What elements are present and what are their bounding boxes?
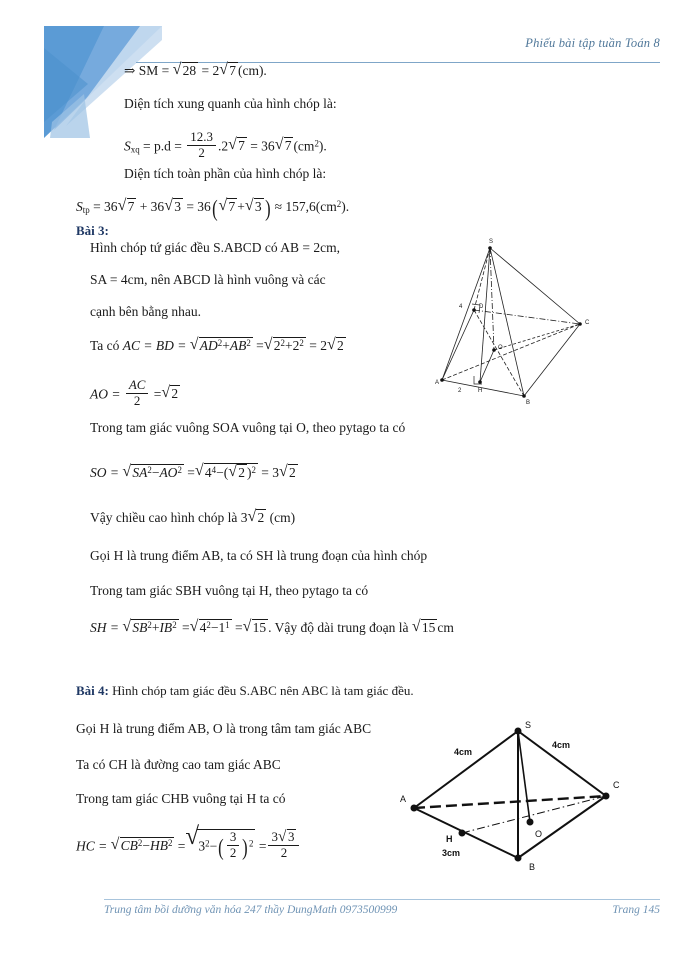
vertex-dot-d	[472, 308, 476, 312]
fig1-label-h: H	[478, 388, 483, 394]
text-sbh-pythagore: Trong tam giác SBH vuông tại H, theo pytago ta có	[90, 583, 369, 598]
vertex-dot-h	[478, 380, 482, 384]
vertex-dot-c	[603, 793, 610, 800]
formula-stp: $S_{tp} = 36$ √ 7 + 36 √ 3 = 36( √ 7 + √ 3 ) ≈ $157,6(cm^2)$.	[76, 196, 349, 222]
vertex-dot-b	[522, 394, 526, 398]
bai3-line-1: Hình chóp tứ giác đều S.ABCD có AB = 2cm,	[90, 240, 341, 255]
fig1-label-a: A	[435, 380, 440, 386]
fig2-label-c: C	[613, 780, 620, 790]
heading-bai-4: Bài 4: Hình chóp tam giác đều S.ABC nên ABC là tam giác đều.	[76, 683, 414, 698]
vertex-dot-b	[515, 855, 522, 862]
vertex-dot-s	[515, 728, 522, 735]
fig1-label-c: C	[585, 320, 590, 326]
fig2-edge-label-4cm-left: 4cm	[454, 747, 473, 757]
text-midpoint-h: Gọi H là trung điểm AB, ta có SH là trung đoạn của hình chóp	[90, 548, 428, 563]
bai3-line-2: SA = 4cm, nên ABCD là hình vuông và các	[90, 272, 326, 287]
page-footer	[104, 904, 660, 916]
fig2-edge-label-3cm: 3cm	[442, 848, 461, 858]
formula-sm-result: ⇒ SM = √ 28 = 2 √ 7 (cm).	[124, 62, 267, 79]
fig1-label-s: S	[488, 239, 494, 245]
footer-page-number: Trang 145	[612, 904, 660, 916]
bai4-line-2: Ta có CH là đường cao tam giác ABC	[76, 757, 281, 772]
footer-center-text: Trung tâm bồi dưỡng văn hóa 247 thầy DungMath 0973500999	[104, 904, 398, 916]
text-soa-pythagore: Trong tam giác vuông SOA vuông tại O, theo pytago ta có	[90, 420, 406, 435]
bai3-line-3: cạnh bên bằng nhau.	[90, 304, 201, 319]
vertex-dot-h	[459, 830, 466, 837]
formula-sxq: $S_{xq} = p.d$ = $\frac{12.3}{2}$ .2 √ 7 = 36 √ 7 $(cm^2)$.	[124, 130, 327, 161]
formula-so: SO = √ $SA^2-AO^2$ = √ $4^4-$( √ 2 )$^2$ = 3 √ 2	[90, 463, 298, 481]
fig2-edge-label-4cm-right: 4cm	[552, 740, 571, 750]
formula-ac-bd: Ta có AC = BD = √ $AD^2+AB^2$ = √ $2^2+2^2 = 2$ √ 2	[90, 337, 346, 354]
text-lateral-area: Diện tích xung quanh của hình chóp là:	[124, 96, 337, 111]
bai4-line-3: Trong tam giác CHB vuông tại H ta có	[76, 791, 286, 806]
footer-divider	[104, 899, 660, 900]
implies-icon: ⇒	[124, 63, 136, 78]
formula-sh: SH = √ $SB^2+IB^2$ = √ $4^2-1^1$ = √ 15 . Vậy độ dài trung đoạn là √ 15 cm	[90, 619, 454, 636]
fig2-label-o: O	[535, 829, 543, 839]
vertex-dot-o	[492, 348, 496, 352]
figure-pyramid-sabcd	[432, 232, 632, 412]
fig1-edge-label-2: 2	[458, 388, 462, 394]
fig1-label-b: B	[526, 400, 531, 406]
vertex-dot-o	[527, 819, 534, 826]
fig2-label-a: A	[400, 794, 407, 804]
text-pyramid-height: Vậy chiều cao hình chóp là 3 √ 2 (cm)	[90, 509, 295, 526]
header-title: Phiếu bài tập tuần Toán 8	[525, 36, 660, 50]
bai4-line-1: Gọi H là trung điểm AB, O là trong tâm tam giác ABC	[76, 721, 372, 736]
fig1-label-o: O	[498, 345, 503, 351]
fig2-label-b: B	[529, 862, 536, 872]
vertex-dot-c	[578, 322, 582, 326]
text-total-area: Diện tích toàn phần của hình chóp là:	[124, 166, 327, 181]
figure-pyramid-sabc	[392, 718, 662, 888]
fig1-edge-label-4: 4	[459, 304, 463, 310]
vertex-dot-s	[488, 246, 492, 250]
vertex-dot-a	[411, 805, 418, 812]
fig2-label-s: S	[525, 720, 532, 730]
vertex-dot-a	[440, 378, 444, 382]
formula-ao: AO = $\frac{AC}{2}$ = √ 2	[90, 378, 180, 409]
heading-bai-3: Bài 3:	[76, 223, 109, 238]
fig1-label-d: D	[479, 304, 484, 310]
formula-hc: HC = √ $CB^2-HB^2$ = √ $3^2-$( $\frac{3}{2}$ )$^2$ = $\frac{3 √ 3}{2}$	[76, 829, 301, 862]
fig2-label-h: H	[446, 834, 453, 844]
